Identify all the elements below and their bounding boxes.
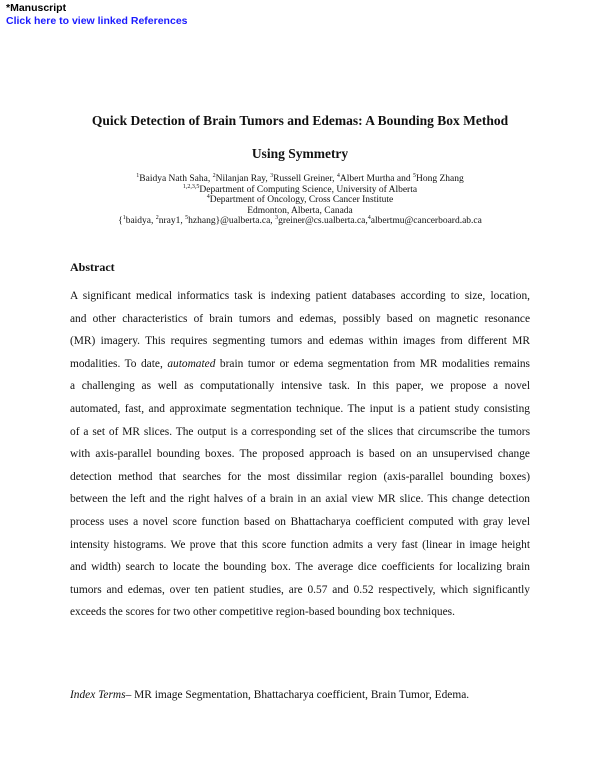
affiliation-sup: 4 bbox=[206, 194, 210, 201]
author-list bbox=[0, 174, 600, 185]
affiliation-location: Edmonton, Alberta, Canada bbox=[247, 205, 353, 216]
author-sup: 4 bbox=[336, 172, 340, 179]
abstract-text: brain tumor or edema segmentation from MR modalities remains bbox=[215, 357, 530, 370]
email-text: albertmu@cancerboard.ab.ca bbox=[370, 216, 482, 227]
abstract-text: modalities. To date, bbox=[70, 357, 168, 370]
author-affiliation-block bbox=[0, 174, 600, 227]
abstract-emphasis: automated bbox=[167, 357, 216, 370]
email-sup: 2 bbox=[155, 215, 159, 222]
affiliation-computing-science bbox=[0, 185, 600, 196]
abstract-line: exceeds the scores for two other competitive region-based bounding box techniques. bbox=[70, 606, 455, 619]
abstract-line: automated, fast, and approximate segmentation technique. The input is a patient study consisting bbox=[70, 402, 530, 415]
abstract-line: detection method that searches for the most dissimilar region (axis-parallel bounding boxes) bbox=[70, 470, 530, 483]
author-sup: 3 bbox=[270, 172, 274, 179]
affiliation-oncology bbox=[0, 195, 600, 206]
author-name: Nilanjan Ray, bbox=[215, 174, 271, 184]
author-name: Baidya Nath Saha, bbox=[139, 174, 213, 184]
author-sup: 5 bbox=[412, 172, 416, 179]
author-emails bbox=[0, 216, 600, 227]
abstract-line: a challenging as well as computationally intensive task. In this paper, we propose a novel bbox=[70, 380, 530, 393]
author-name: Hong Zhang bbox=[415, 174, 464, 184]
linked-references-link[interactable]: Click here to view linked References bbox=[6, 15, 188, 27]
index-terms bbox=[70, 689, 469, 701]
abstract-line bbox=[70, 353, 530, 376]
abstract-line: process uses a novel score function based on Bhattacharya coefficient computed with gray level bbox=[70, 515, 530, 528]
index-terms-text: – MR image Segmentation, Bhattacharya coefficient, Brain Tumor, Edema. bbox=[125, 689, 470, 701]
author-name: Russell Greiner, bbox=[273, 174, 337, 184]
email-sup: 5 bbox=[185, 215, 189, 222]
abstract-line: and other characteristics of brain tumors and edemas, possibly based on magnetic resonance bbox=[70, 312, 530, 325]
email-text: greiner@cs.ualberta.ca, bbox=[278, 216, 368, 227]
abstract-line: tumors and edemas, over ten patient studies, are 0.57 and 0.52 respectively, which significantly bbox=[70, 583, 530, 596]
manuscript-label: *Manuscript bbox=[6, 2, 67, 14]
abstract-heading: Abstract bbox=[70, 260, 115, 274]
email-sup: 4 bbox=[367, 215, 371, 222]
abstract-line: A significant medical informatics task is indexing patient databases according to size, location, bbox=[70, 290, 530, 302]
author-sup: 1 bbox=[136, 172, 140, 179]
affiliation-sup: 1,2,3,5 bbox=[182, 183, 200, 190]
abstract-body bbox=[70, 285, 530, 624]
author-name: Albert Murtha and bbox=[339, 174, 413, 184]
paper-title-line-2: Using Symmetry bbox=[251, 146, 349, 161]
index-terms-label: Index Terms bbox=[70, 689, 126, 701]
email-text: hzhang}@ualberta.ca, bbox=[188, 216, 276, 227]
email-text: baidya, bbox=[125, 216, 156, 227]
affiliation-text: Department of Computing Science, University of Alberta bbox=[199, 184, 418, 195]
affiliation-text: Department of Oncology, Cross Cancer Institute bbox=[209, 195, 394, 206]
email-text: nray1, bbox=[158, 216, 186, 227]
paper-title-line-1: Quick Detection of Brain Tumors and Edemas: A Bounding Box Method bbox=[91, 113, 509, 128]
abstract-line: with axis-parallel bounding boxes. The proposed approach is based on an unsupervised change bbox=[70, 448, 530, 461]
abstract-line: of a set of MR slices. The output is a corresponding set of the slices that circumscribe the tumors bbox=[70, 425, 530, 438]
author-sup: 2 bbox=[212, 172, 216, 179]
email-sup: 3 bbox=[275, 215, 279, 222]
abstract-line: and width) search to locate the bounding box. The average dice coefficients for localizing brain bbox=[70, 561, 530, 574]
email-brace: { bbox=[118, 216, 123, 227]
abstract-line: (MR) imagery. This requires segmenting tumors and edemas within images from different MR bbox=[70, 335, 530, 348]
abstract-line: between the left and the right halves of a brain in an axial view MR slice. This change detection bbox=[70, 493, 530, 506]
email-sup: 1 bbox=[122, 215, 126, 222]
abstract-line: intensity histograms. We prove that this score function admits a very fast (linear in image height bbox=[70, 538, 530, 551]
manuscript-header bbox=[6, 2, 188, 28]
